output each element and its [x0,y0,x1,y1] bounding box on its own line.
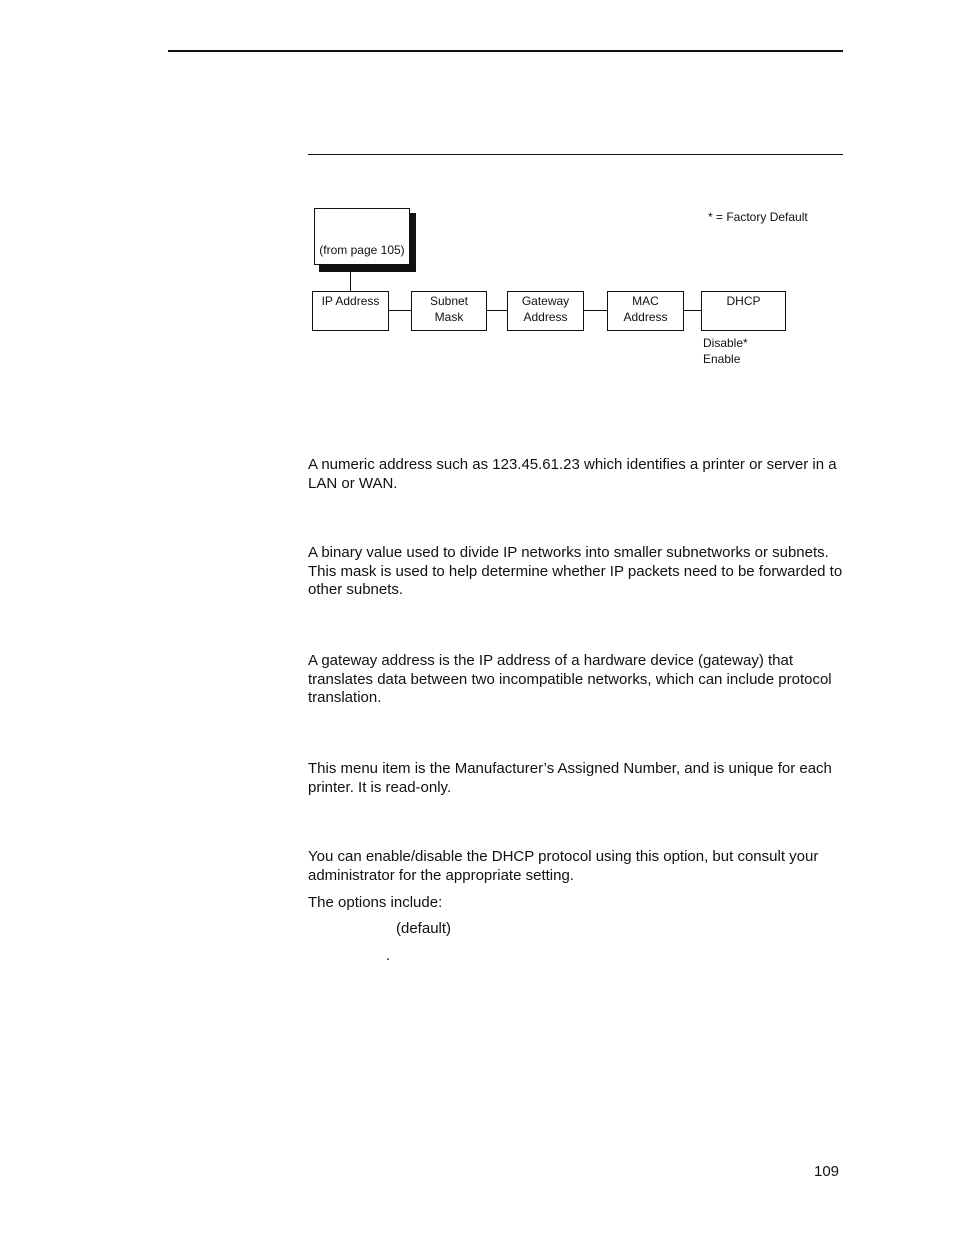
mac-address-label-line2: Address [623,310,668,324]
subnet-mask-label-line1: Subnet [429,294,469,308]
gateway-address-box [507,291,584,331]
dhcp-option-disable: Disable* [703,336,748,350]
dhcp-description: You can enable/disable the DHCP protocol using this option, but consult your administrator for the appropriate setting. [308,848,819,884]
connector-line [584,310,607,311]
dhcp-box [701,291,786,331]
ip-address-label: IP Address [321,294,380,308]
connector-line [684,310,701,311]
subnet-mask-label-line2: Mask [434,310,464,324]
connector-line [487,310,507,311]
ip-address-box [312,291,389,331]
mac-address-description: This menu item is the Manufacturer’s Assigned Number, and is unique for each printer. It is read-only. [308,760,832,796]
from-page-box [314,208,410,265]
mac-address-box [607,291,684,331]
gateway-address-description: A gateway address is the IP address of a hardware device (gateway) that translates data between two incompatible networks, which can include protocol translation. [308,652,832,706]
mac-address-label-line1: MAC [632,294,659,308]
from-page-label: (from page 105) [319,243,405,257]
connector-line [350,265,351,292]
option-default-note: (default) [396,920,452,937]
gateway-address-label-line2: Address [523,310,568,324]
page-number: 109 [814,1163,840,1180]
connector-line [389,310,411,311]
header-rule [168,50,843,52]
section-rule [308,154,843,155]
factory-default-note: * = Factory Default [708,210,808,224]
ip-address-description: A numeric address such as 123.45.61.23 which identifies a printer or server in a LAN or WAN. [308,456,837,492]
dhcp-options-list [703,335,748,367]
subnet-mask-description: A binary value used to divide IP networks into smaller subnetworks or subnets. This mask is used to help determine whether IP packets need to be forwarded to other subnets. [308,544,843,598]
options-intro: The options include: [308,894,443,911]
dhcp-label: DHCP [726,294,761,308]
gateway-address-label-line1: Gateway [521,294,570,308]
dhcp-option-enable: Enable [703,352,741,366]
subnet-mask-box [411,291,487,331]
option-period: . [386,947,391,964]
